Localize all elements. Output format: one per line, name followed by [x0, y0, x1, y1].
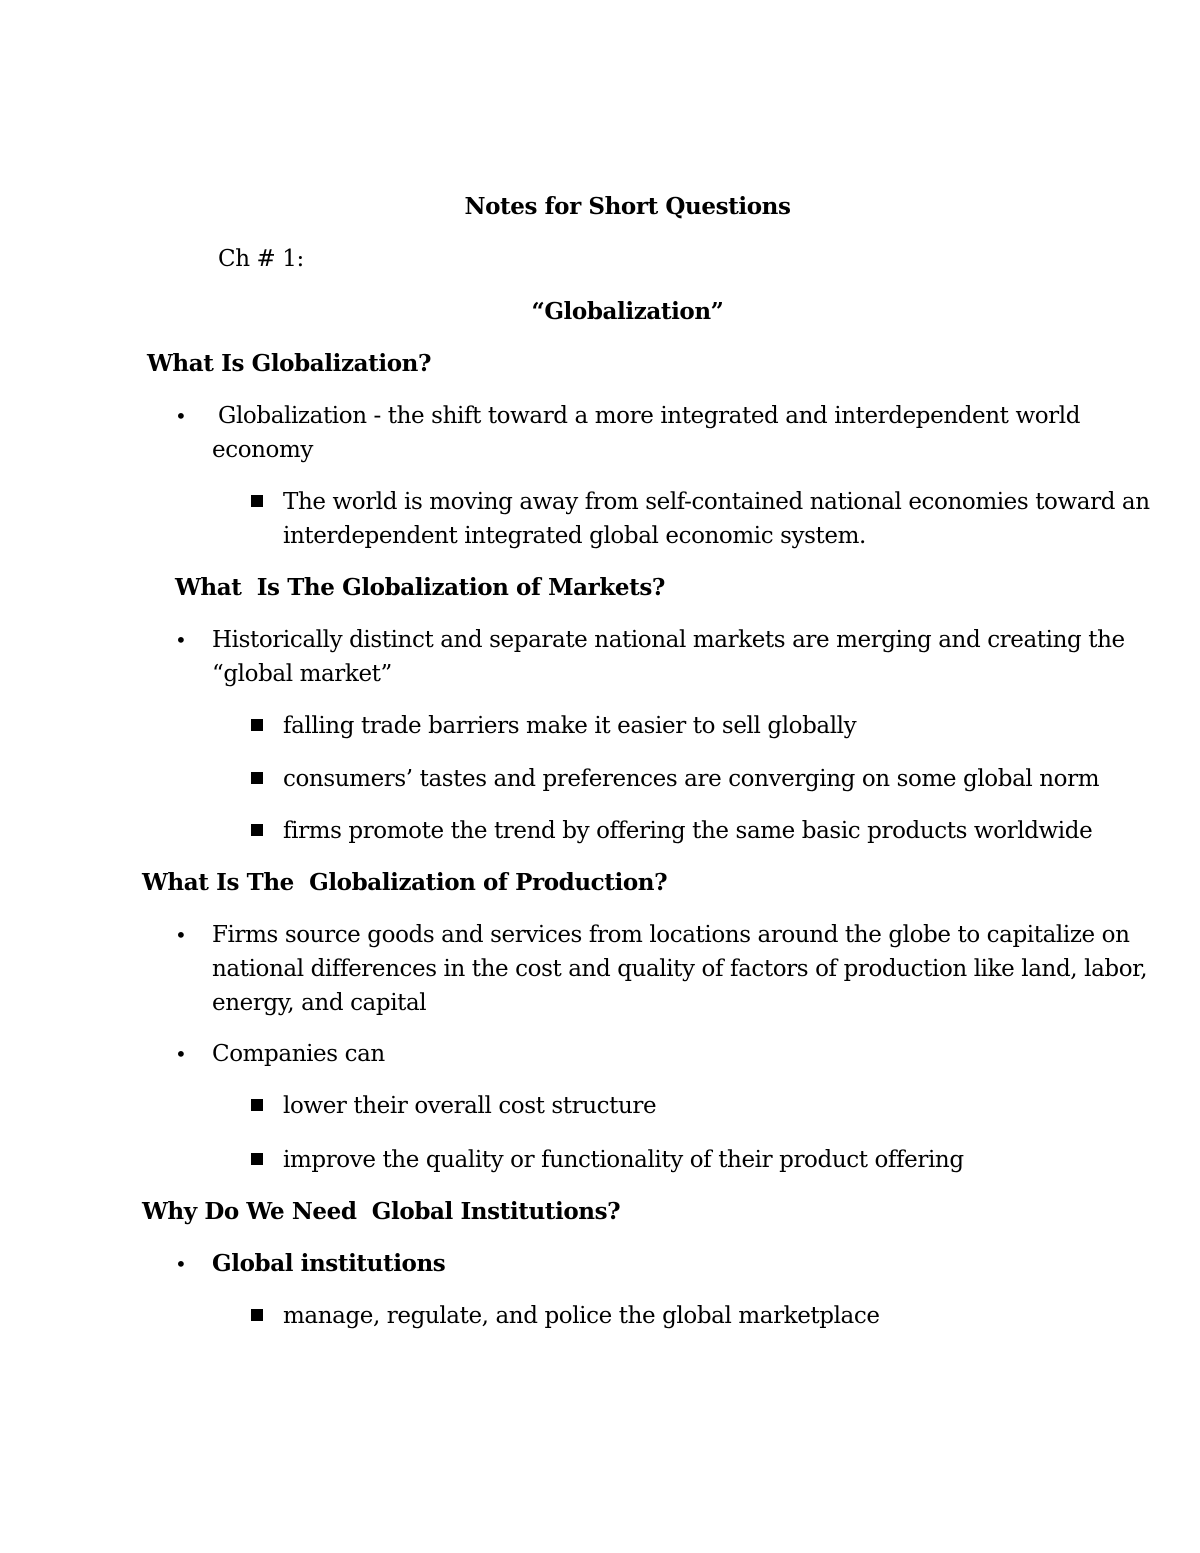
square-bullet-icon: [251, 772, 263, 784]
bullet-text-continued: national differences in the cost and quality of factors of production like land, labor,: [212, 956, 1148, 982]
chapter-label: Ch # 1:: [218, 246, 304, 272]
bullet-dot-icon: •: [175, 404, 187, 428]
bullet-text: Historically distinct and separate national markets are merging and creating the: [212, 627, 1125, 653]
bullet-dot-icon: •: [175, 1252, 187, 1276]
section-heading-what-is-globalization: What Is Globalization?: [147, 350, 432, 377]
bullet-dot-icon: •: [175, 628, 187, 652]
section-heading-globalization-of-production: What Is The Globalization of Production?: [142, 869, 668, 896]
square-bullet-icon: [251, 1153, 263, 1165]
sub-bullet-text: lower their overall cost structure: [283, 1093, 657, 1119]
sub-bullet-text: The world is moving away from self-contained national economies toward an: [283, 489, 1150, 515]
sub-bullet-text-continued: interdependent integrated global economic system.: [283, 523, 866, 549]
bullet-dot-icon: •: [175, 923, 187, 947]
bullet-text: Companies can: [212, 1041, 385, 1067]
square-bullet-icon: [251, 1309, 263, 1321]
sub-bullet-text: falling trade barriers make it easier to sell globally: [283, 713, 857, 739]
square-bullet-icon: [251, 824, 263, 836]
square-bullet-icon: [251, 1099, 263, 1111]
bullet-text-continued: economy: [212, 437, 314, 463]
sub-bullet-text: firms promote the trend by offering the same basic products worldwide: [283, 818, 1093, 844]
bullet-text: Firms source goods and services from locations around the globe to capitalize on: [212, 922, 1130, 948]
chapter-subtitle: “Globalization”: [531, 298, 724, 325]
sub-bullet-text: improve the quality or functionality of their product offering: [283, 1147, 964, 1173]
sub-bullet-text: consumers’ tastes and preferences are converging on some global norm: [283, 766, 1100, 792]
bullet-text-continued: “global market”: [212, 661, 392, 687]
bullet-dot-icon: •: [175, 1042, 187, 1066]
section-heading-global-institutions: Why Do We Need Global Institutions?: [142, 1198, 621, 1225]
sub-bullet-text: manage, regulate, and police the global marketplace: [283, 1303, 880, 1329]
bullet-text: Global institutions: [212, 1250, 446, 1277]
square-bullet-icon: [251, 719, 263, 731]
section-heading-globalization-of-markets: What Is The Globalization of Markets?: [175, 574, 666, 601]
bullet-text-continued: energy, and capital: [212, 990, 427, 1016]
square-bullet-icon: [251, 495, 263, 507]
bullet-text: Globalization - the shift toward a more integrated and interdependent world: [218, 403, 1081, 429]
page-title: Notes for Short Questions: [464, 193, 791, 220]
